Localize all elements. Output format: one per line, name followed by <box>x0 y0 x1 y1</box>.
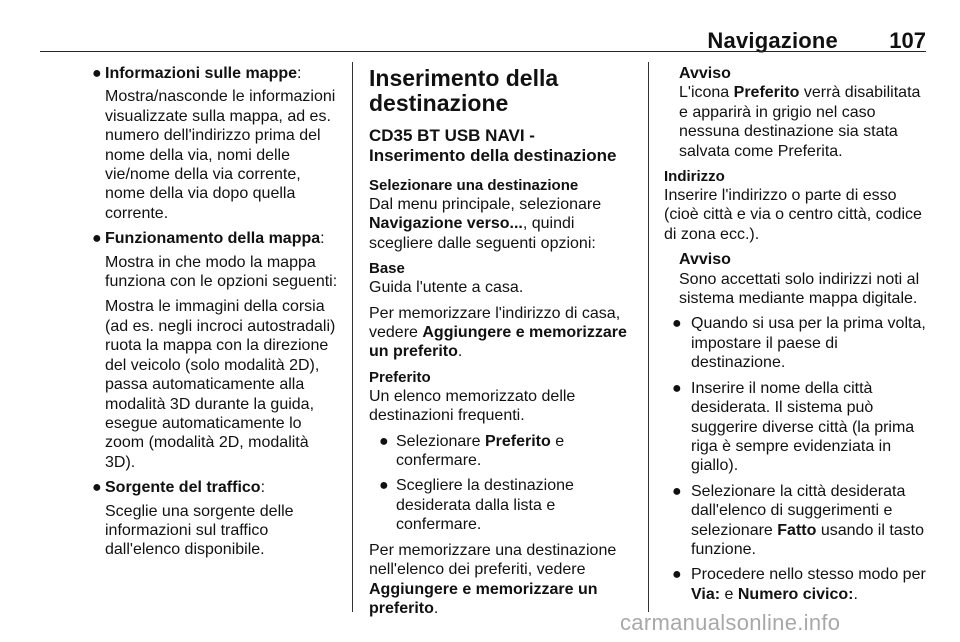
item-text: Mostra in che modo la mappa funziona con le opzioni seguenti: <box>105 253 338 291</box>
column-2 <box>369 64 635 624</box>
cross-reference-paragraph: Per memorizzare una destinazione nell'elenco dei preferiti, vedere Aggiungere e memorizzare un preferito. <box>369 541 617 617</box>
bullet-icon: ● <box>92 65 102 82</box>
bullet-icon: ● <box>672 566 682 584</box>
notice-box <box>664 64 928 161</box>
notice-heading: Avviso <box>679 65 731 82</box>
option-heading-favorite: Preferito <box>369 368 431 386</box>
option-text: Inserire l'indirizzo o parte di esso (cioè città e via o centro città, codice di zona ecc.). <box>664 187 922 243</box>
bullet-icon: ● <box>92 230 102 248</box>
bullet-icon: ● <box>92 479 102 497</box>
item-text: Mostra/nasconde le informazioni visualizzate sulla mappa, ad es. numero dell'indirizzo prima del nome della via, nomi delle vie/nome della via corrente, nome della via dopo quella corrente. <box>105 88 336 222</box>
cross-reference-link: Aggiungere e memorizzare un preferito <box>369 580 598 617</box>
list-item: ● Inserire il nome della città desiderata. Il sistema può suggerire diverse città (la prima riga è sempre evidenziata in giallo). <box>672 379 915 475</box>
option-text: Guida l'utente a casa. <box>369 279 524 297</box>
bullet-icon: ● <box>379 477 389 495</box>
subsection-heading: Selezionare una destinazione <box>369 177 579 194</box>
cross-reference-paragraph: Per memorizzare l'indirizzo di casa, vedere Aggiungere e memorizzare un preferito. <box>369 304 627 361</box>
notice-box <box>664 250 928 308</box>
column-3 <box>664 64 928 610</box>
list-item: ● Selezionare la città desiderata dall'elenco di suggerimenti e selezionare Fatto usando il tasto funzione. <box>672 482 925 558</box>
watermark: carmanualsonline.info <box>620 610 841 635</box>
list-item: ● Informazioni sulle mappe: Mostra/nasconde le informazioni visualizzate sulla mappa, ad es. numero dell'indirizzo prima del nome della via, nomi delle vie/nome della via corrente, nome della via dopo quella corrente. <box>105 64 341 223</box>
bullet-icon: ● <box>672 315 682 333</box>
intro-paragraph: Dal menu principale, selezionare Navigazione verso..., quindi scegliere dalle seguenti opzioni: <box>369 196 602 252</box>
option-text: Un elenco memorizzato delle destinazioni frequenti. <box>369 387 576 425</box>
option-heading-base: Base <box>369 260 405 278</box>
item-term: Informazioni sulle mappe <box>105 65 298 82</box>
option-heading-address: Indirizzo <box>664 168 725 186</box>
list-item: ● Funzionamento della mappa: Mostra in che modo la mappa funziona con le opzioni seguenti: Mostra le immagini della corsia (ad es. negli incroci autostradali) ruota la mappa con la direzione del veicolo (solo modalità 2D), passa automaticamente alla modalità 3D durante la guida, esegue automaticamente lo zoom (modalità 2D, modalità 3D). <box>105 229 341 472</box>
notice-text: Sono accettati solo indirizzi noti al sistema mediante mappa digitale. <box>679 270 920 308</box>
menu-reference: Navigazione verso... <box>369 215 523 233</box>
item-text: Mostra le immagini della corsia (ad es. negli incroci autostradali) ruota la mappa con la direzione del veicolo (solo modalità 2D), passa automaticamente alla modalità 3D durante la guida, esegue automaticamente lo zoom (modalità 2D, modalità 3D). <box>105 298 336 471</box>
column-1 <box>92 64 341 566</box>
item-term: Funzionamento della mappa <box>105 230 321 248</box>
page-title: Navigazione <box>707 28 838 53</box>
list-item: ● Sorgente del traffico: Sceglie una sorgente delle informazioni sul traffico dall'elenco disponibile. <box>105 478 341 560</box>
column-divider-2 <box>648 62 649 612</box>
item-term: Sorgente del traffico <box>105 479 261 497</box>
bullet-icon: ● <box>672 482 682 500</box>
cross-reference-link: Aggiungere e memorizzare un preferito <box>369 324 627 361</box>
notice-text: L'icona Preferito verrà disabilitata e apparirà in grigio nel caso nessuna destinazione sia stata salvata come Preferita. <box>679 84 921 160</box>
header-rule <box>40 51 926 52</box>
section-subtitle: CD35 BT USB NAVI - Inserimento della destinazione <box>369 126 617 165</box>
list-item: ● Procedere nello stesso modo per Via: e Numero civico:. <box>672 566 926 603</box>
column-divider-1 <box>352 62 353 612</box>
section-title: Inserimento della destinazione <box>369 65 559 116</box>
bullet-icon: ● <box>379 432 389 450</box>
list-item: ● Selezionare Preferito e confermare. <box>379 432 565 470</box>
item-text: Sceglie una sorgente delle informazioni sul traffico dall'elenco disponibile. <box>105 502 294 559</box>
page-header <box>40 0 926 54</box>
page-number: 107 <box>889 28 926 53</box>
bullet-icon: ● <box>672 379 682 397</box>
list-item: ● Quando si usa per la prima volta, impostare il paese di destinazione. <box>672 315 926 372</box>
list-item: ● Scegliere la destinazione desiderata dalla lista e confermare. <box>379 477 574 534</box>
notice-heading: Avviso <box>679 251 731 269</box>
